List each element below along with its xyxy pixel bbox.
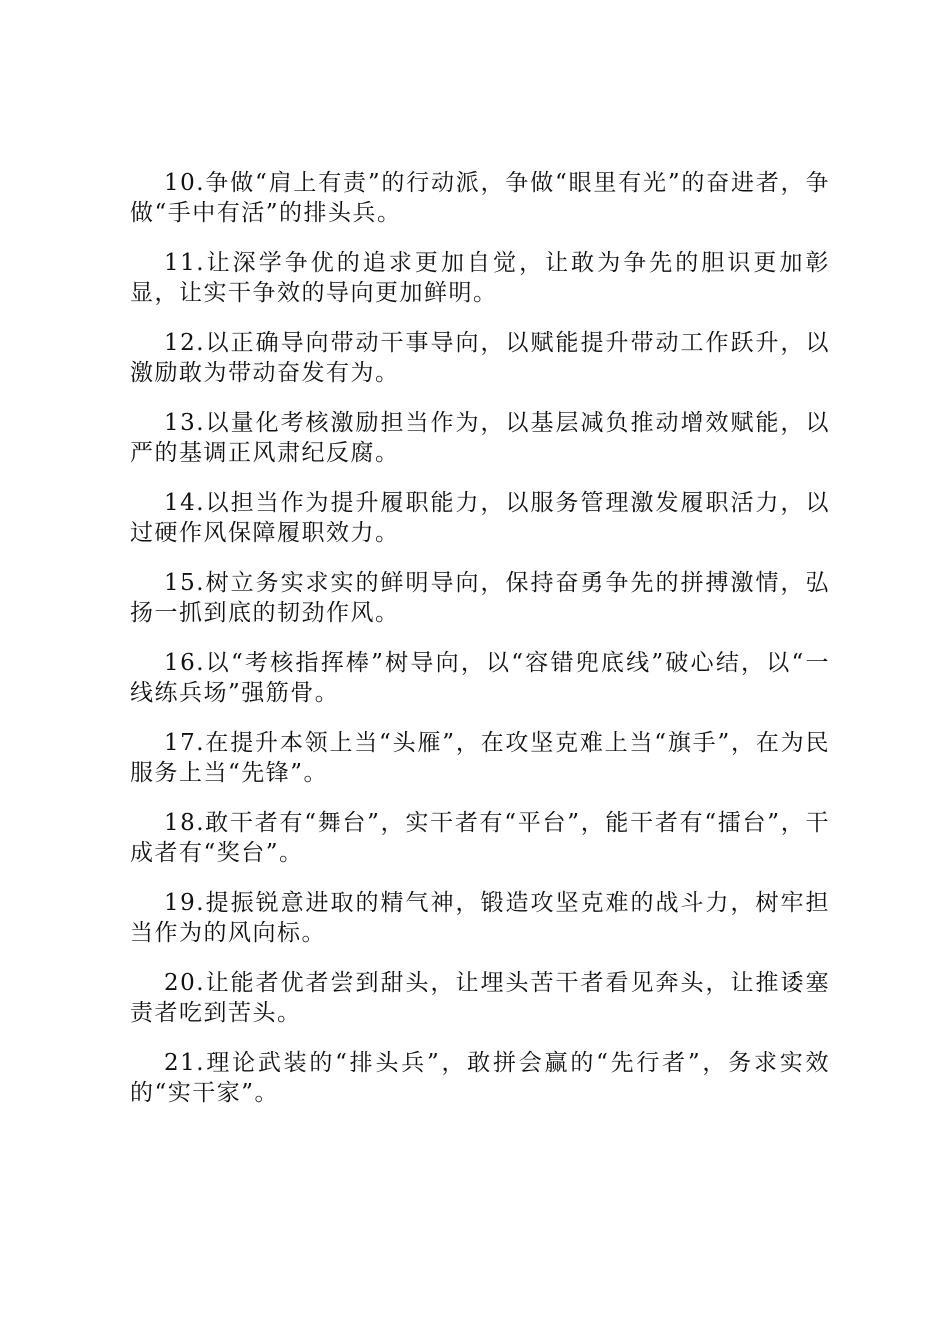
paragraph-11: 11.让深学争优的追求更加自觉，让敢为争先的胆识更加彰显，让实干争效的导向更加鲜明。 [130, 250, 830, 306]
paragraph-19: 19.提振锐意进取的精气神，锻造攻坚克难的战斗力，树牢担当作为的风向标。 [130, 890, 830, 946]
paragraph-14: 14.以担当作为提升履职能力，以服务管理激发履职活力，以过硬作风保障履职效力。 [130, 490, 830, 546]
document-body [130, 168, 830, 1128]
paragraph-20: 20.让能者优者尝到甜头，让埋头苦干者看见奔头，让推诿塞责者吃到苦头。 [130, 970, 830, 1026]
paragraph-16: 16.以“考核指挥棒”树导向，以“容错兜底线”破心结，以“一线练兵场”强筋骨。 [130, 650, 830, 706]
paragraph-21: 21.理论武装的“排头兵”，敢拼会赢的“先行者”，务求实效的“实干家”。 [130, 1050, 830, 1106]
paragraph-12: 12.以正确导向带动干事导向，以赋能提升带动工作跃升，以激励敢为带动奋发有为。 [130, 330, 830, 386]
paragraph-13: 13.以量化考核激励担当作为，以基层减负推动增效赋能，以严的基调正风肃纪反腐。 [130, 410, 830, 466]
paragraph-17: 17.在提升本领上当“头雁”，在攻坚克难上当“旗手”，在为民服务上当“先锋”。 [130, 730, 830, 786]
paragraph-18: 18.敢干者有“舞台”，实干者有“平台”，能干者有“擂台”，干成者有“奖台”。 [130, 810, 830, 866]
paragraph-10: 10.争做“肩上有责”的行动派，争做“眼里有光”的奋进者，争做“手中有活”的排头兵。 [130, 170, 830, 226]
paragraph-15: 15.树立务实求实的鲜明导向，保持奋勇争先的拼搏激情，弘扬一抓到底的韧劲作风。 [130, 570, 830, 626]
